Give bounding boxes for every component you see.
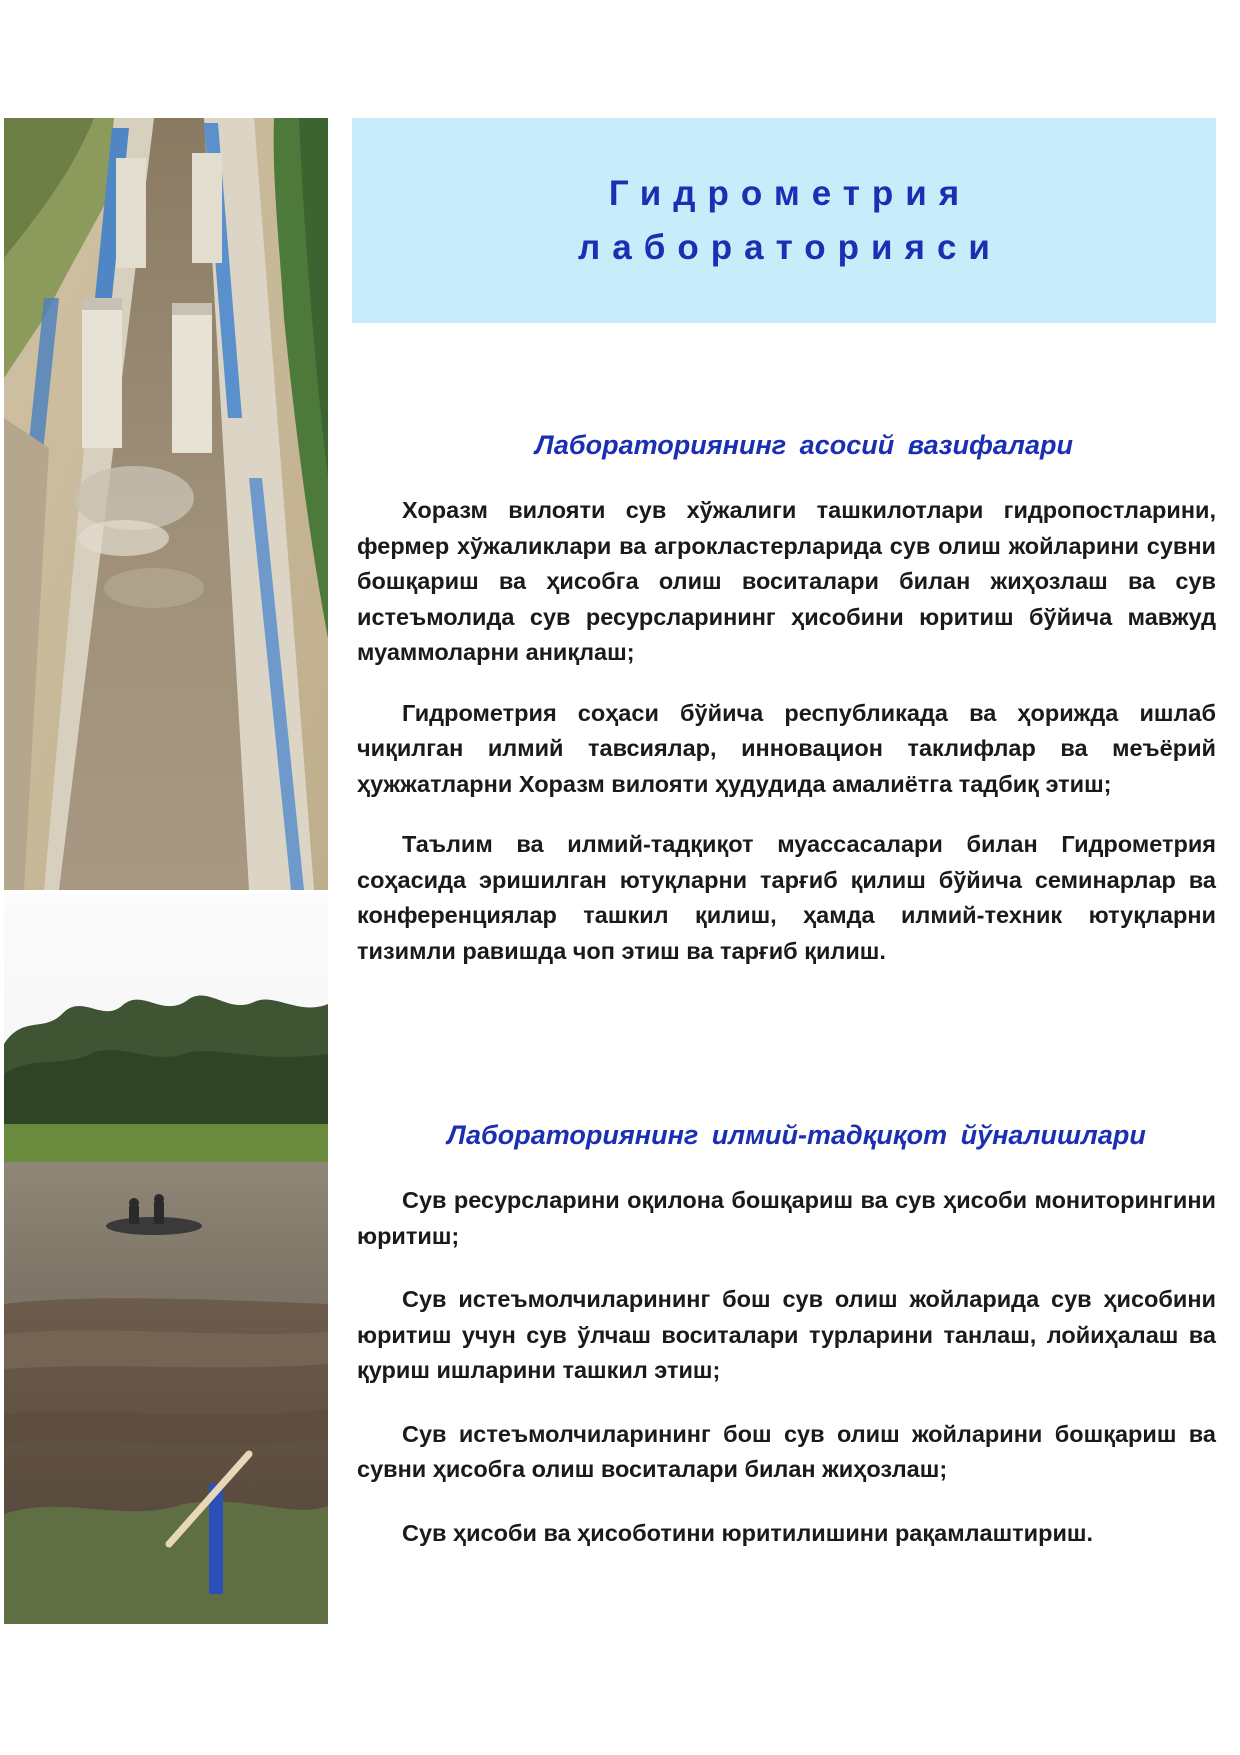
research-section <box>357 1120 1216 1579</box>
title-line-2: лабораторияси <box>578 227 1002 267</box>
canal-photo <box>4 118 328 890</box>
tasks-paragraph: Таълим ва илмий-тадқиқот муассасалари билан Гидрометрия соҳасида эришилган ютуқларни тарғиб қилиш бўйича семинарлар ва конференциялар ташкил қилиш, ҳамда илмий-техник ютуқларни тизимли равишда чоп этиш ва тарғиб қилиш. <box>357 831 1216 964</box>
river-photo-image <box>4 894 328 1624</box>
research-heading: Лабораториянинг илмий-тадқиқот йўналишлари <box>447 1120 1146 1150</box>
title-banner <box>352 118 1216 323</box>
tasks-paragraph: Хоразм вилояти сув хўжалиги ташкилотлари гидропостларини, фермер хўжаликлари ва агрокластерларида сув олиш жойларини сувни бошқариш ва ҳисобга олиш воситалари билан жиҳозлаш ва сув истеъмолида сув ресурсларининг ҳисобини юритиш бўйича мавжуд муаммоларни аниқлаш; <box>357 497 1216 665</box>
river-photo <box>4 894 328 1624</box>
research-paragraph: Сув истеъмолчиларининг бош сув олиш жойларини бошқариш ва сувни ҳисобга олиш воситалари билан жиҳозлаш; <box>357 1420 1216 1482</box>
tasks-paragraph: Гидрометрия соҳаси бўйича республикада ва ҳорижда ишлаб чиқилган илмий тавсиялар, инновацион таклифлар ва меъёрий ҳужжатларни Хоразм вилояти ҳудудида амалиётга тадбиқ этиш; <box>357 699 1216 797</box>
research-paragraph: Сув истеъмолчиларининг бош сув олиш жойларида сув ҳисобини юритиш учун сув ўлчаш воситалари турларини танлаш, лойиҳалаш ва қуриш ишларини ташкил этиш; <box>357 1286 1216 1383</box>
tasks-section <box>357 430 1216 994</box>
research-paragraph: Сув ҳисоби ва ҳисоботини юритилишини рақамлаштириш. <box>402 1519 1094 1546</box>
title-line-1: Гидрометрия <box>608 173 972 213</box>
research-paragraph: Сув ресурсларини оқилона бошқариш ва сув ҳисоби мониторингини юритиш; <box>357 1187 1216 1249</box>
tasks-heading: Лабораториянинг асосий вазифалари <box>535 430 1073 460</box>
canal-photo-image <box>4 118 328 890</box>
